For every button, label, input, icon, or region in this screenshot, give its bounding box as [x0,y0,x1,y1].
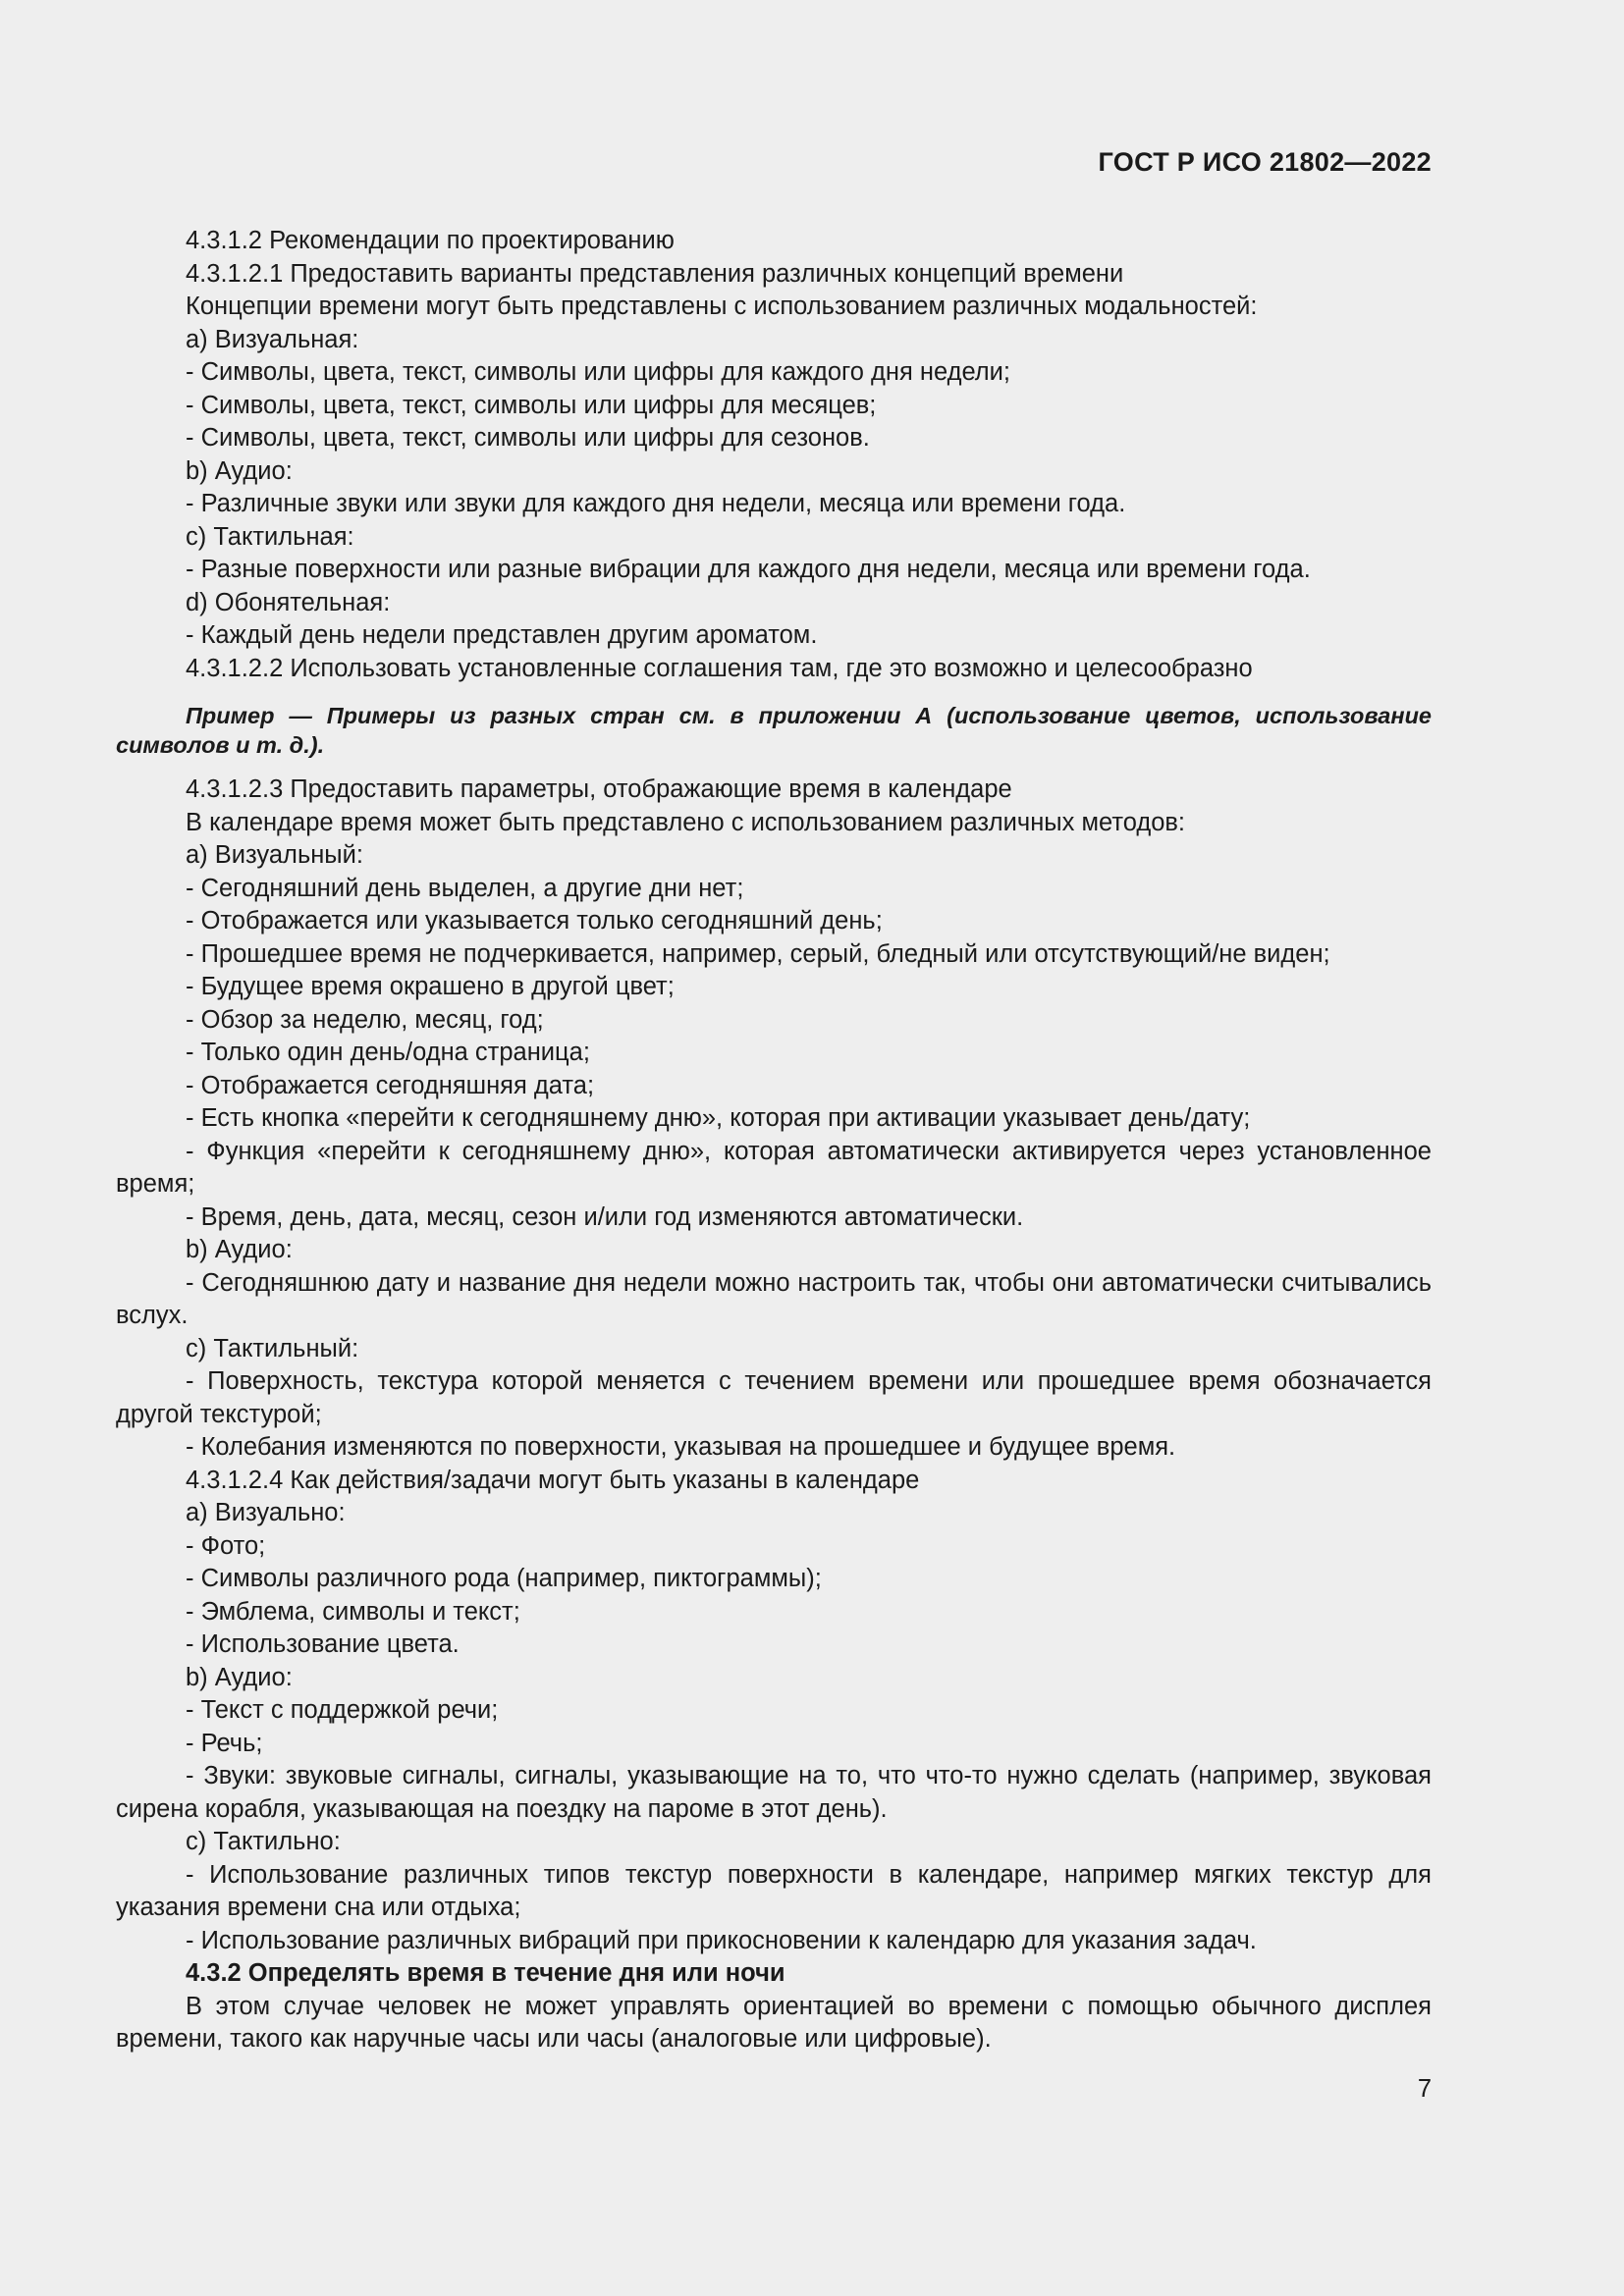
document-standard-id: ГОСТ Р ИСО 21802—2022 [1098,147,1432,177]
list-item: - Символы, цвета, текст, символы или цифры для сезонов. [186,424,870,452]
list-item: - Эмблема, символы и текст; [186,1597,520,1626]
list-item: - Отображается или указывается только сегодняшний день; [186,907,883,934]
section-heading: 4.3.1.2 Рекомендации по проектированию [186,227,675,254]
list-item: - Обзор за неделю, месяц, год; [186,1005,544,1034]
paragraph: Концепции времени могут быть представлены с использованием различных модальностей: [186,293,1258,320]
list-label: c) Тактильная: [186,522,354,551]
list-item: - Поверхность, текстура которой меняется с течением времени или прошедшее время обозначается другой текстурой; [116,1367,1432,1428]
list-label: b) Аудио: [186,1236,293,1263]
list-label: b) Аудио: [186,456,293,485]
list-label: b) Аудио: [186,1663,293,1691]
subsection-heading: 4.3.1.2.2 Использовать установленные соглашения там, где это возможно и целесообразно [186,654,1253,682]
list-item: - Символы, цвета, текст, символы или цифры для месяцев; [186,391,877,419]
list-item: - Использование различных вибраций при прикосновении к календарю для указания задач. [186,1926,1257,1954]
list-item: - Сегодняшний день выделен, а другие дни нет; [186,874,744,902]
paragraph: В календаре время может быть представлено с использованием различных методов: [186,808,1186,836]
list-item: - Различные звуки или звуки для каждого дня недели, месяца или времени года. [186,490,1126,517]
list-item: - Разные поверхности или разные вибрации для каждого дня недели, месяца или времени года. [186,556,1311,583]
list-item: - Речь; [186,1729,263,1757]
list-item: - Каждый день недели представлен другим ароматом. [186,621,818,649]
list-item: - Отображается сегодняшняя дата; [186,1071,595,1099]
document-body [116,225,1432,2056]
list-label: a) Визуальный: [186,841,363,869]
list-label: a) Визуальная: [186,325,359,353]
list-item: - Использование цвета. [186,1630,460,1658]
subsection-heading: 4.3.1.2.1 Предоставить варианты представления различных концепций времени [186,259,1124,288]
list-item: - Прошедшее время не подчеркивается, например, серый, бледный или отсутствующий/не виден; [186,939,1330,968]
list-item: - Будущее время окрашено в другой цвет; [186,973,675,1000]
example-note: Пример — Примеры из разных стран см. в приложении А (использование цветов, использование символов и т. д.). [116,703,1432,758]
list-item: - Есть кнопка «перейти к сегодняшнему дню», которая при активации указывает день/дату; [186,1104,1251,1132]
list-item: - Звуки: звуковые сигналы, сигналы, указывающие на то, что что-то нужно сделать (например, звуковая сирена корабля, указывающая на поездку на пароме в этот день). [116,1762,1432,1823]
list-label: c) Тактильный: [186,1334,359,1362]
list-item: - Время, день, дата, месяц, сезон и/или год изменяются автоматически. [186,1202,1024,1231]
list-label: d) Обонятельная: [186,588,391,616]
section-title: 4.3.2 Определять время в течение дня или ночи [186,1959,785,1987]
list-label: c) Тактильно: [186,1828,341,1855]
list-item: - Символы различного рода (например, пиктограммы); [186,1565,822,1592]
subsection-heading: 4.3.1.2.4 Как действия/задачи могут быть указаны в календаре [186,1466,920,1494]
list-item: - Фото; [186,1531,266,1560]
list-item: - Сегодняшнюю дату и название дня недели можно настроить так, чтобы они автоматически считывались вслух. [116,1268,1432,1329]
page-number: 7 [1417,2075,1432,2103]
list-item: - Текст с поддержкой речи; [186,1696,499,1724]
paragraph: В этом случае человек не может управлять ориентацией во времени с помощью обычного дисплея времени, такого как наручные часы или часы (аналоговые или цифровые). [116,1992,1432,2053]
list-item: - Функция «перейти к сегодняшнему дню», которая автоматически активируется через установленное время; [116,1137,1432,1198]
subsection-heading: 4.3.1.2.3 Предоставить параметры, отображающие время в календаре [186,775,1012,803]
list-item: - Колебания изменяются по поверхности, указывая на прошедшее и будущее время. [186,1433,1176,1461]
list-item: - Только один день/одна страница; [186,1039,590,1066]
list-item: - Использование различных типов текстур поверхности в календаре, например мягких текстур для указания времени сна или отдыха; [116,1860,1432,1921]
list-item: - Символы, цвета, текст, символы или цифры для каждого дня недели; [186,358,1010,386]
list-label: a) Визуально: [186,1499,346,1526]
